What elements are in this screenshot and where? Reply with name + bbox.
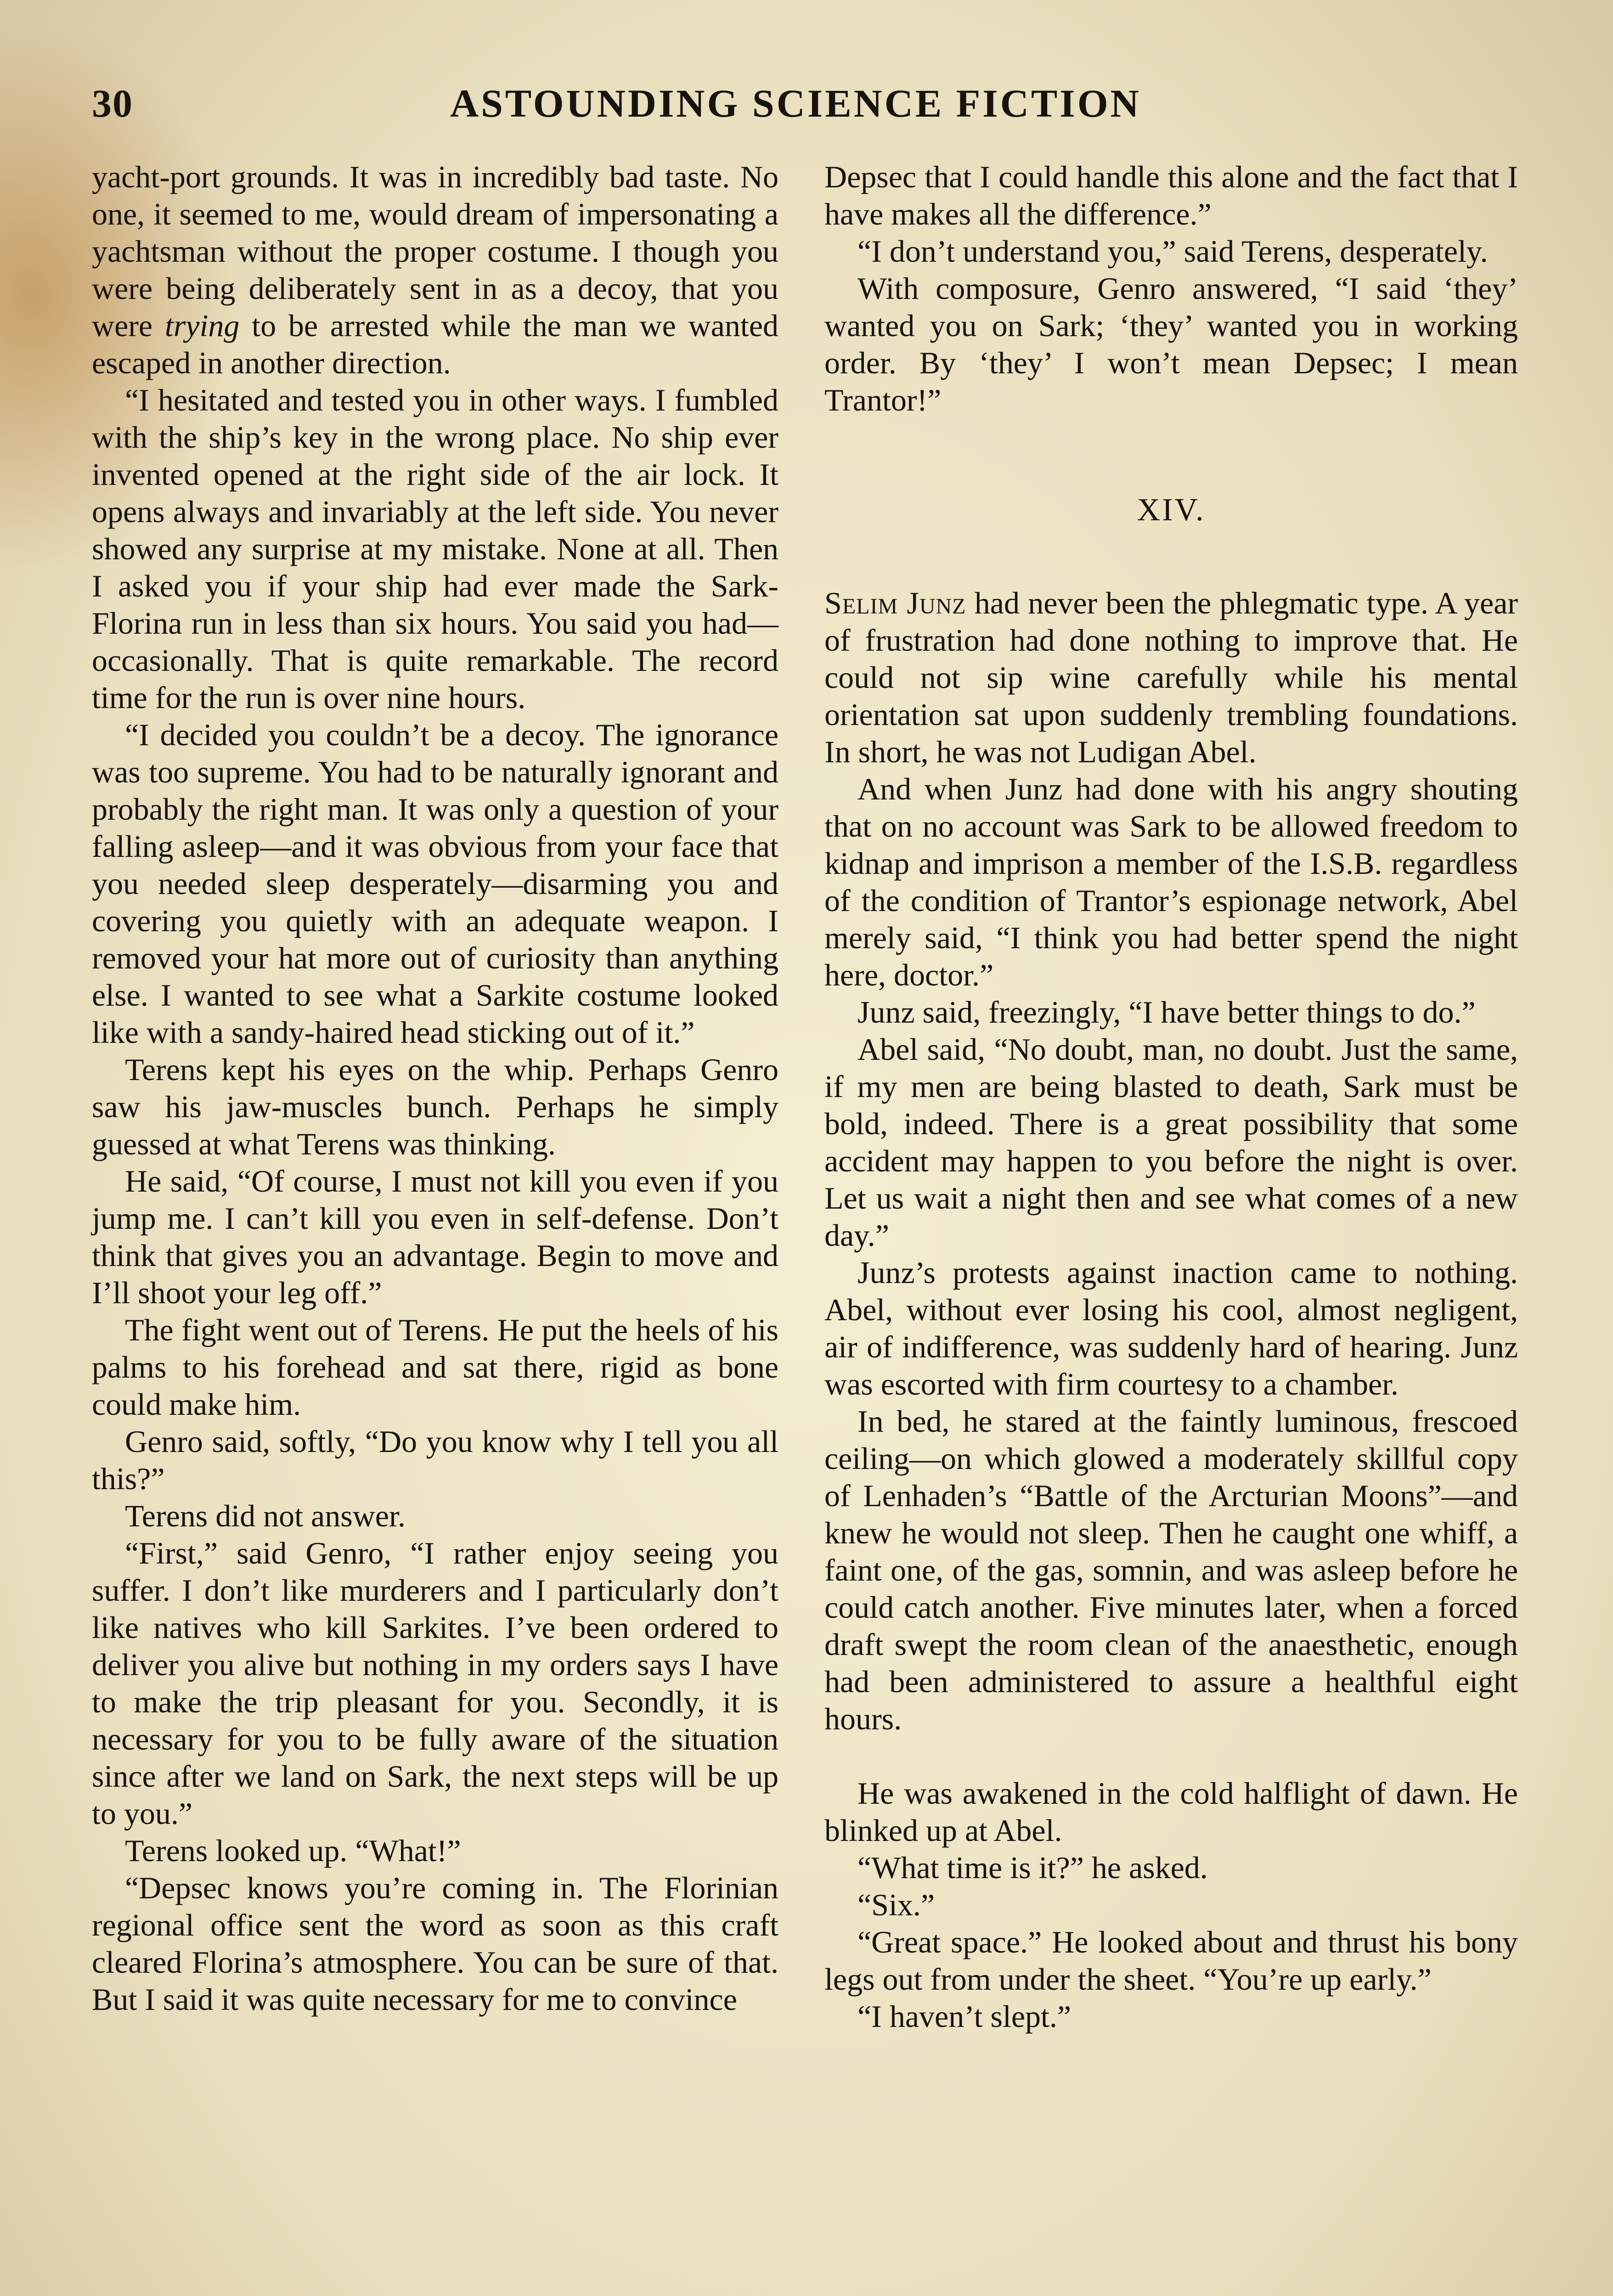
character-name: Selim Junz [824,585,966,620]
paragraph: Terens did not answer. [125,1498,406,1533]
left-column [92,158,778,2018]
paragraph: “I don’t understand you,” said Terens, desperately. [857,234,1488,269]
paragraph: “I hesitated and tested you in other ways. I fumbled with the ship’s key in the wrong place. No ship ever invented opened at the right side of the air lock. It opens always and invariably at the left side. You never showed any surprise at my mistake. None at all. Then I asked you if your ship had ever made the Sark-Florina run in less than six hours. You said you had—occasionally. That is quite remarkable. The record time for the run is over nine hours. [92,383,778,715]
paragraph: “Depsec knows you’re coming in. The Florinian regional office sent the word as soon as this craft cleared Florina’s atmosphere. You can be sure of that. But I said it was quite necessary for me to convince [92,1870,778,2017]
paragraph: Genro said, softly, “Do you know why I tell you all this?” [92,1424,778,1496]
paragraph-text: had never been the phlegmatic type. A year of frustration had done nothing to improve that. He could not sip wine carefully while his mental orientation sat upon suddenly trembling foundations. In short, he was not Ludigan Abel. [824,585,1518,769]
page-header [92,80,1525,135]
paragraph [92,158,778,382]
paragraph: And when Junz had done with his angry shouting that on no account was Sark to be allowed freedom to kidnap and imprison a member of the I.S.B. regardless of the condition of Trantor’s espionage network, Abel merely said, “I think you had better spend the night here, doctor.” [824,771,1518,992]
paragraph: Abel said, “No doubt, man, no doubt. Just the same, if my men are being blasted to death, Sark must be bold, indeed. There is a great possibility that some accident may happen to you before the night is over. Let us wait a night then and see what comes of a new day.” [824,1032,1518,1253]
paragraph: He was awakened in the cold halflight of dawn. He blinked up at Abel. [824,1776,1518,1848]
paragraph-text: to be arrested while the man we wanted escaped in another direction. [92,308,778,380]
section-break [824,1738,1518,1775]
paragraph: Junz’s protests against inaction came to nothing. Abel, without ever losing his cool, almost negligent, air of indifference, was suddenly hard of hearing. Junz was escorted with firm courtesy to a chamber. [824,1255,1518,1401]
paragraph: “What time is it?” he asked. [857,1850,1208,1885]
paragraph-text: yacht-port grounds. It was in incredibly bad taste. No one, it seemed to me, would dream of impersonating a yachtsman without the proper costume. I though you were being deliberately sent in as a decoy, that you were [92,159,778,343]
paragraph: “I haven’t slept.” [857,1999,1072,2034]
paragraph [824,585,1518,771]
page-number: 30 [92,81,133,125]
paragraph: “Great space.” He looked about and thrust his bony legs out from under the sheet. “You’re up early.” [824,1925,1518,1997]
paragraph: With composure, Genro answered, “I said ‘they’ wanted you on Sark; ‘they’ wanted you in working order. By ‘they’ I won’t mean Depsec; I mean Trantor!” [824,271,1518,417]
paragraph: Junz said, freezingly, “I have better things to do.” [857,995,1476,1030]
paragraph: “First,” said Genro, “I rather enjoy seeing you suffer. I don’t like murderers and I particularly don’t like natives who kill Sarkites. I’ve been ordered to deliver you alive but nothing in my orders says I have to make the trip pleasant for you. Secondly, it is necessary for you to be fully aware of the situation since after we land on Sark, the next steps will be up to you.” [92,1536,778,1831]
right-column [824,158,1518,2035]
running-title: ASTOUNDING SCIENCE FICTION [450,81,1141,125]
chapter-heading: XIV. [1137,492,1206,528]
paragraph: Terens looked up. “What!” [125,1833,461,1868]
paragraph: In bed, he stared at the faintly luminous, frescoed ceiling—on which glowed a moderately skillful copy of Lenhaden’s “Battle of the Arcturian Moons”—and knew he would not sleep. Then he caught one whiff, a faint one, of the gas, somnin, and was asleep before he could catch another. Five minutes later, when a forced draft swept the room clean of the anaesthetic, enough had been administered to assure a healthful eight hours. [824,1404,1518,1736]
paragraph: “I decided you couldn’t be a decoy. The ignorance was too supreme. You had to be naturally ignorant and probably the right man. It was only a question of your falling asleep—and it was obvious from your face that you needed sleep desperately—disarming you and covering you quietly with an adequate weapon. I removed your hat more out of curiosity than anything else. I wanted to see what a Sarkite costume looked like with a sandy-haired head sticking out of it.” [92,717,778,1050]
paragraph: “Six.” [857,1887,935,1922]
paragraph: He said, “Of course, I must not kill you even if you jump me. I can’t kill you even in self-defense. Don’t think that gives you an advantage. Begin to move and I’ll shoot your leg off.” [92,1164,778,1310]
emphasis-text: trying [164,308,240,343]
paragraph: Depsec that I could handle this alone and the fact that I have makes all the difference.” [824,159,1518,231]
paragraph: The fight went out of Terens. He put the heels of his palms to his forehead and sat there, rigid as bone could make him. [92,1312,778,1422]
paragraph: Terens kept his eyes on the whip. Perhaps Genro saw his jaw-muscles bunch. Perhaps he simply guessed at what Terens was thinking. [92,1052,778,1161]
